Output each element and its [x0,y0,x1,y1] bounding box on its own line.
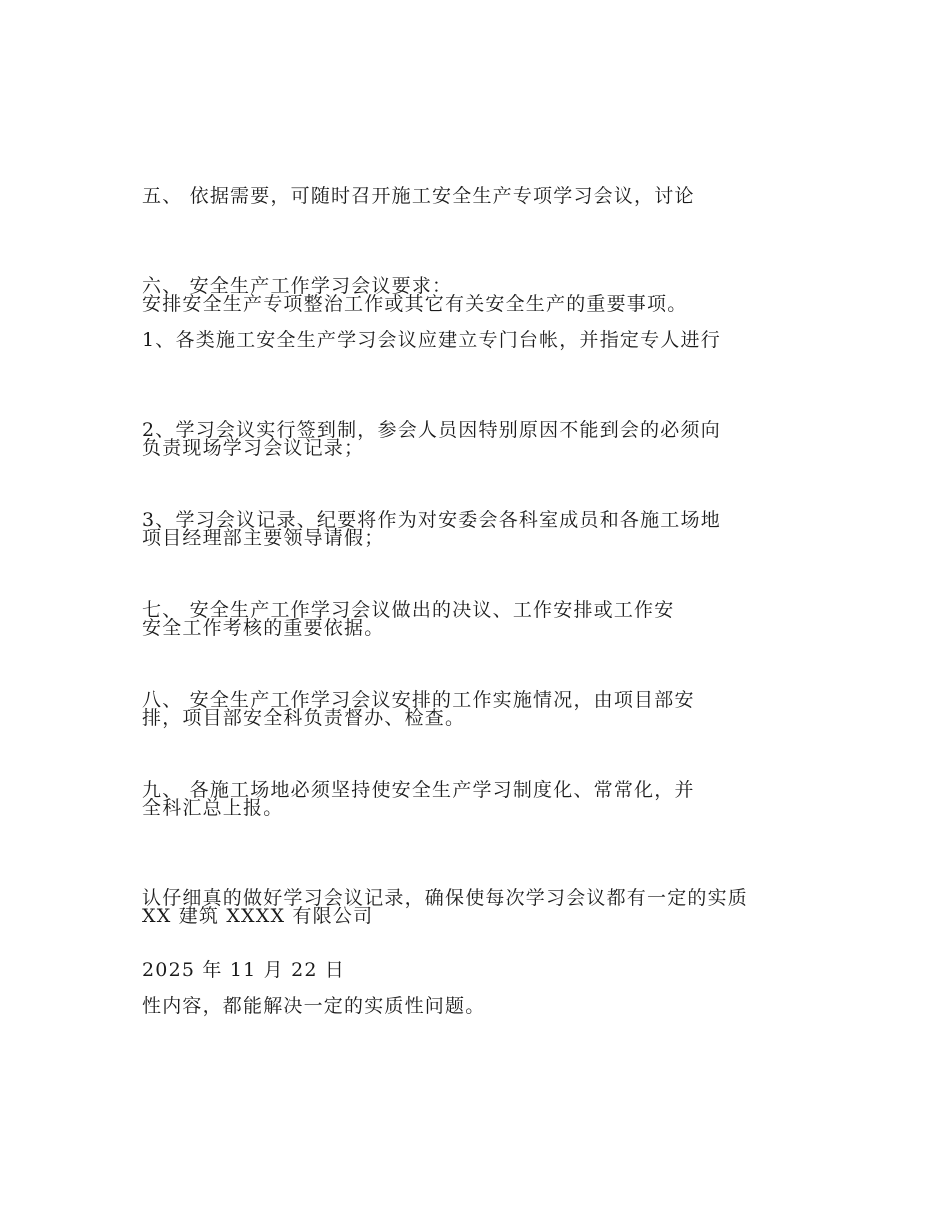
text-line: 五、 依据需要，可随时召开施工安全生产专项学习会议，讨论 [142,185,695,207]
text-line: 安全工作考核的重要依据。 [142,617,385,639]
text-line: 七、 安全生产工作学习会议做出的决议、工作安排或工作安 [142,599,675,621]
text-line: 九、 各施工场地必须坚持使安全生产学习制度化、常常化，并 [142,779,695,801]
text-line: 负责现场学习会议记录； [142,437,365,459]
text-line: 3、学习会议记录、纪要将作为对安委会各科室成员和各施工场地 [142,509,721,531]
company-name: XX 建筑 XXXX 有限公司 [142,905,374,927]
text-line: 性内容，都能解决一定的实质性问题。 [142,995,486,1017]
text-line: 排，项目部安全科负责督办、检查。 [142,707,466,729]
text-line: 八、 安全生产工作学习会议安排的工作实施情况，由项目部安 [142,689,695,711]
text-line: 认仔细真的做好学习会议记录，确保使每次学习会议都有一定的实质 [142,887,749,909]
date-text: 2025 年 11 月 22 日 [142,959,346,981]
text-line: 2、学习会议实行签到制，参会人员因特别原因不能到会的必须向 [142,419,721,441]
document-date [142,880,810,1060]
text-line: 项目经理部主要领导请假； [142,527,385,549]
text-line: 安排安全生产专项整治工作或其它有关安全生产的重要事项。 [142,293,688,315]
text-line: 全科汇总上报。 [142,797,284,819]
text-line: 1、各类施工安全生产学习会议应建立专门台帐，并指定专人进行 [142,329,721,351]
text-line: 六、 安全生产工作学习会议要求： [142,275,453,297]
